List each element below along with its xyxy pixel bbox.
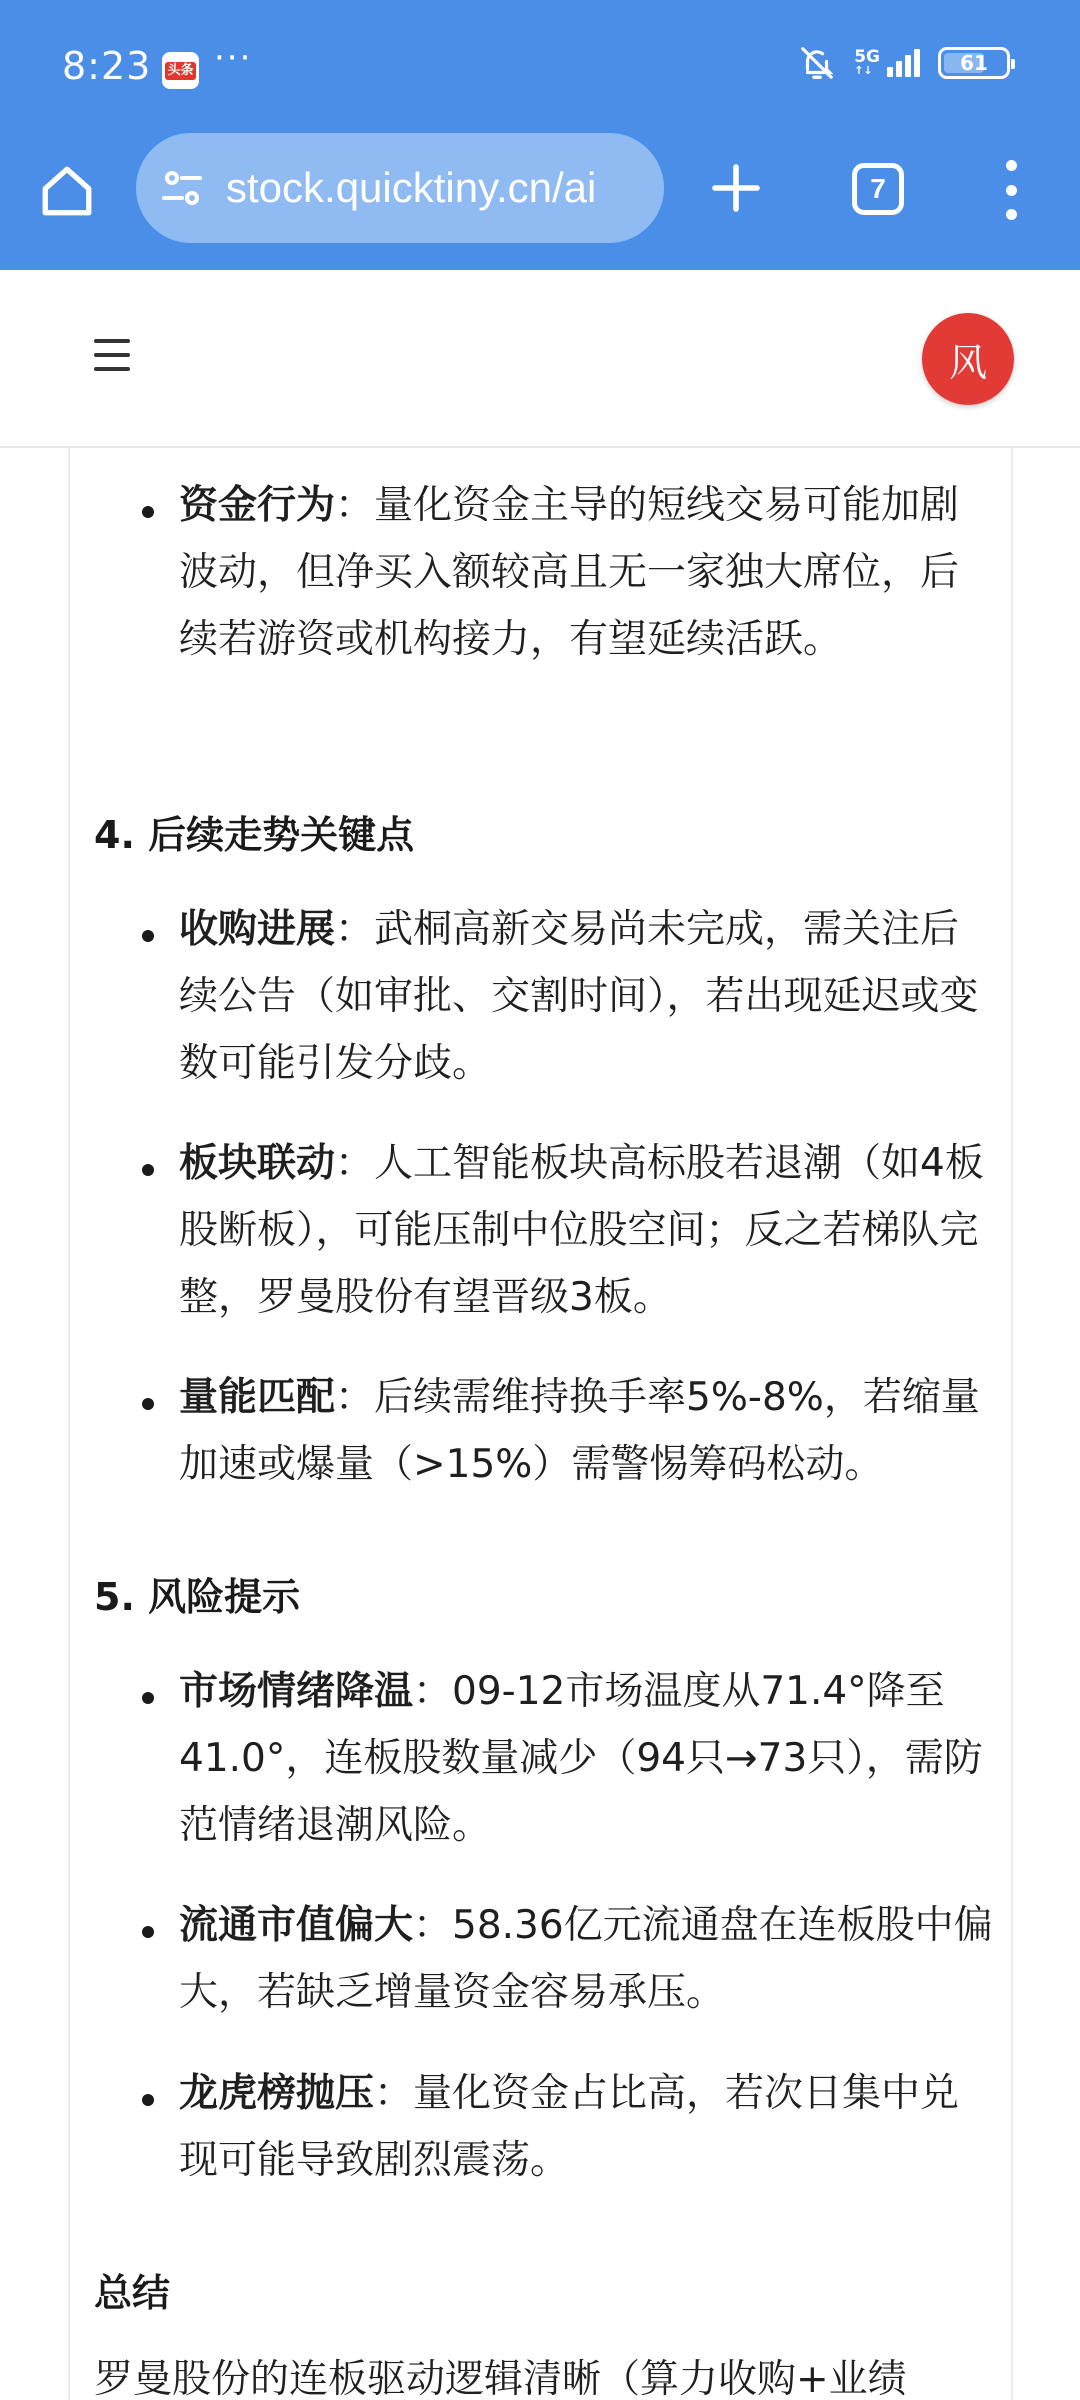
home-icon[interactable] <box>38 162 96 220</box>
bullet-dot <box>142 506 154 518</box>
toutiao-app-icon <box>162 52 199 89</box>
list-item-body: ：后续需维持换手率5%-8%，若缩量加速或爆量（>15%）需警惕筹码松动。 <box>179 1375 980 1487</box>
bullet-dot <box>142 1926 154 1938</box>
url-text[interactable]: stock.quicktiny.cn/ai <box>226 164 597 211</box>
section-heading: 5. 风险提示 <box>94 1575 301 1619</box>
network-type: 5G <box>854 47 880 67</box>
list-item-body: ：量化资金占比高，若次日集中兑现可能导致剧烈震荡。 <box>179 2071 960 2183</box>
list-item-label: 流通市值偏大 <box>179 1903 414 1948</box>
list-item-label: 龙虎榜抛压 <box>179 2071 375 2116</box>
article-card <box>68 448 1013 2400</box>
browser-chrome <box>0 0 1080 270</box>
battery-icon <box>938 47 1010 79</box>
site-settings-icon[interactable] <box>158 164 206 212</box>
list-item-label: 资金行为 <box>179 483 336 528</box>
list-item-label: 量能匹配 <box>179 1375 336 1420</box>
list-item-text <box>179 1892 994 2026</box>
bullet-dot <box>142 2094 154 2106</box>
site-header <box>0 270 1080 448</box>
address-bar[interactable] <box>136 133 664 243</box>
summary-heading: 总结 <box>94 2271 171 2315</box>
hamburger-menu-icon[interactable] <box>94 339 130 371</box>
bell-muted-icon <box>798 44 836 82</box>
list-item-body: ：量化资金主导的短线交易可能加剧波动，但净买入额较高且无一家独大席位，后续若游资或机构接力，有望延续活跃。 <box>179 483 960 662</box>
status-indicators <box>798 44 1010 82</box>
list-item-text <box>179 1658 994 1859</box>
overflow-menu-icon[interactable] <box>996 160 1026 220</box>
summary-text: 罗曼股份的连板驱动逻辑清晰（算力收购+业绩 <box>94 2357 907 2400</box>
status-bar <box>0 0 1080 140</box>
status-time: 8:23 <box>62 44 152 88</box>
list-item-text <box>179 896 994 1097</box>
browser-toolbar <box>0 130 1080 270</box>
list-item-label: 收购进展 <box>179 907 336 952</box>
more-notifications-icon: ··· <box>214 38 253 78</box>
section-heading: 4. 后续走势关键点 <box>94 813 415 857</box>
list-item-text <box>179 472 994 673</box>
user-avatar[interactable]: 风 <box>922 313 1014 405</box>
list-item-text <box>179 2060 994 2194</box>
list-item-text <box>179 1130 994 1331</box>
bullet-dot <box>142 1692 154 1704</box>
tab-switcher-button[interactable]: 7 <box>852 163 904 215</box>
list-item-text <box>179 1364 994 1498</box>
bullet-dot <box>142 1164 154 1176</box>
list-item-body: ：人工智能板块高标股若退潮（如4板股断板），可能压制中位股空间；反之若梯队完整，罗曼股份有望晋级3板。 <box>179 1141 984 1320</box>
list-item-body: ：武桐高新交易尚未完成，需关注后续公告（如审批、交割时间），若出现延迟或变数可能引发分歧。 <box>179 907 979 1086</box>
app-badge-label: 头条 <box>167 62 194 78</box>
battery-level: 61 <box>960 51 988 75</box>
list-item-body: ：58.36亿元流通盘在连板股中偏大，若缺乏增量资金容易承压。 <box>179 1903 993 2015</box>
bullet-dot <box>142 930 154 942</box>
list-item-label: 板块联动 <box>179 1141 336 1186</box>
new-tab-icon[interactable] <box>708 160 764 216</box>
signal-icon: 5G ↑↓ <box>854 49 920 77</box>
bullet-dot <box>142 1398 154 1410</box>
list-item-body: ：09-12市场温度从71.4°降至41.0°，连板股数量减少（94只→73只），需防范情绪退潮风险。 <box>179 1669 983 1848</box>
list-item-label: 市场情绪降温 <box>179 1669 414 1714</box>
